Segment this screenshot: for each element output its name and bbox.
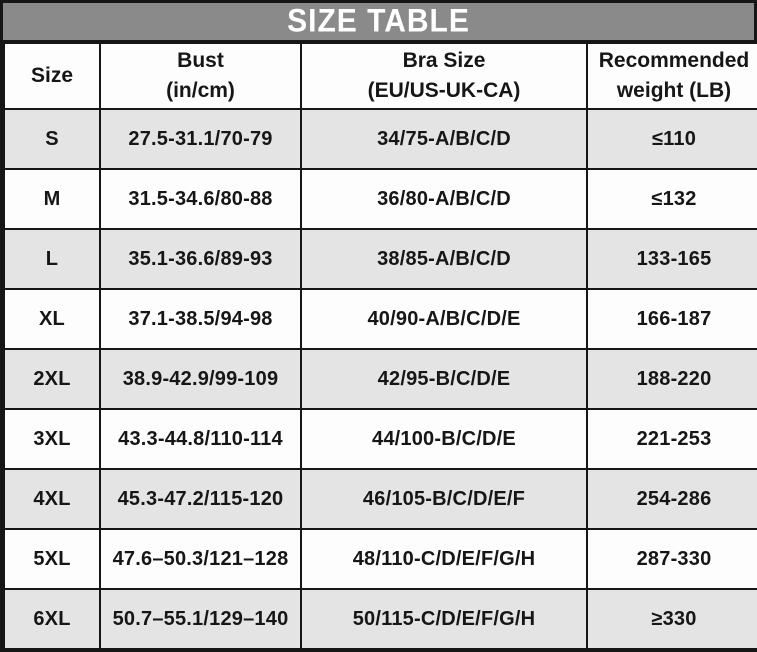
bra-size-cell: 38/85-A/B/C/D (301, 229, 587, 289)
column-header-bust (100, 43, 301, 109)
size-cell: 5XL (4, 529, 100, 589)
bra-size-cell: 36/80-A/B/C/D (301, 169, 587, 229)
bust-cell: 38.9-42.9/99-109 (100, 349, 301, 409)
column-header-bra-size-line1: Bra Size (402, 48, 486, 72)
column-header-bust-line2: (in/cm) (166, 79, 235, 102)
table-row-2xl (4, 349, 757, 409)
weight-cell: 287-330 (587, 529, 757, 589)
bust-cell: 27.5-31.1/70-79 (100, 109, 301, 169)
size-cell: L (4, 229, 100, 289)
bra-size-cell: 50/115-C/D/E/F/G/H (301, 589, 587, 649)
weight-cell: 188-220 (587, 349, 757, 409)
bust-cell: 45.3-47.2/115-120 (100, 469, 301, 529)
table-row-s (4, 109, 757, 169)
size-cell: 3XL (4, 409, 100, 469)
column-header-size (4, 43, 100, 109)
table-row-m (4, 169, 757, 229)
header-row (4, 43, 757, 109)
bra-size-cell: 40/90-A/B/C/D/E (301, 289, 587, 349)
weight-cell: ≤132 (587, 169, 757, 229)
size-cell: M (4, 169, 100, 229)
bra-size-cell: 42/95-B/C/D/E (301, 349, 587, 409)
bust-cell: 50.7–55.1/129–140 (100, 589, 301, 649)
table-row-l (4, 229, 757, 289)
column-header-weight-line2: weight (LB) (616, 79, 732, 102)
size-cell: 2XL (4, 349, 100, 409)
weight-cell: 221-253 (587, 409, 757, 469)
weight-cell: ≤110 (587, 109, 757, 169)
column-header-bust-line1: Bust (177, 48, 224, 72)
size-table (3, 42, 757, 650)
table-row-xl (4, 289, 757, 349)
size-cell: XL (4, 289, 100, 349)
bust-cell: 37.1-38.5/94-98 (100, 289, 301, 349)
title-bar (3, 3, 754, 42)
weight-cell: 133-165 (587, 229, 757, 289)
column-header-weight (587, 43, 757, 109)
bust-cell: 47.6–50.3/121–128 (100, 529, 301, 589)
bra-size-cell: 48/110-C/D/E/F/G/H (301, 529, 587, 589)
weight-cell: 166-187 (587, 289, 757, 349)
bust-cell: 31.5-34.6/80-88 (100, 169, 301, 229)
weight-cell: ≥330 (587, 589, 757, 649)
size-cell: 4XL (4, 469, 100, 529)
weight-cell: 254-286 (587, 469, 757, 529)
column-header-size-label: Size (30, 63, 74, 87)
size-cell: S (4, 109, 100, 169)
bust-cell: 43.3-44.8/110-114 (100, 409, 301, 469)
table-row-6xl (4, 589, 757, 649)
table-row-3xl (4, 409, 757, 469)
column-header-weight-line1: Recommended (598, 48, 750, 72)
size-cell: 6XL (4, 589, 100, 649)
page-title: SIZE TABLE (287, 3, 470, 39)
bra-size-cell: 34/75-A/B/C/D (301, 109, 587, 169)
column-header-bra-size-line2: (EU/US-UK-CA) (367, 79, 521, 102)
table-row-5xl (4, 529, 757, 589)
table-body (4, 109, 757, 649)
bust-cell: 35.1-36.6/89-93 (100, 229, 301, 289)
column-header-bra-size (301, 43, 587, 109)
table-header (4, 43, 757, 109)
bra-size-cell: 46/105-B/C/D/E/F (301, 469, 587, 529)
bra-size-cell: 44/100-B/C/D/E (301, 409, 587, 469)
table-row-4xl (4, 469, 757, 529)
